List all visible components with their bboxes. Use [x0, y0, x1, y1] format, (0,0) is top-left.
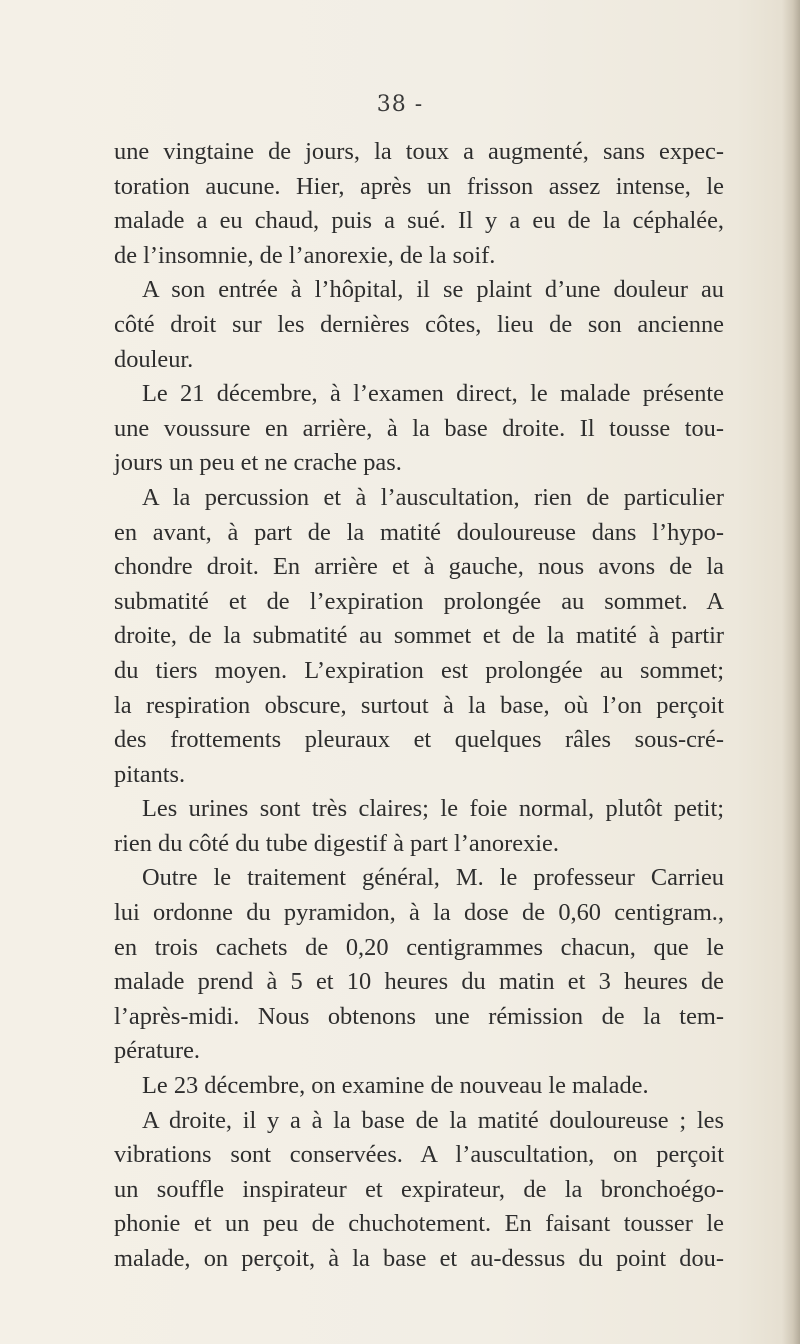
text-line: côté droit sur les dernières côtes, lieu de son ancienne — [114, 310, 724, 338]
text-line: en avant, à part de la matité douloureuse dans l’hypo- — [114, 518, 724, 546]
text-line: des frottements pleuraux et quelques râles sous-cré- — [114, 726, 724, 754]
text-line: A son entrée à l’hôpital, il se plaint d’une douleur au — [142, 276, 724, 304]
text-line: submatité et de l’expiration prolongée au sommet. A — [114, 587, 724, 615]
text-line: une voussure en arrière, à la base droite. Il tousse tou- — [114, 414, 724, 442]
text-line: un souffle inspirateur et expirateur, de la bronchoégo- — [114, 1175, 724, 1203]
text-line: en trois cachets de 0,20 centigrammes chacun, que le — [114, 933, 724, 961]
text-line: jours un peu et ne crache pas. — [114, 449, 402, 477]
text-line: A la percussion et à l’auscultation, rien de particulier — [142, 483, 724, 511]
text-line: droite, de la submatité au sommet et de la matité à partir — [114, 622, 724, 650]
text-line: du tiers moyen. L’expiration est prolongée au sommet; — [114, 656, 724, 684]
text-line: Le 21 décembre, à l’examen direct, le malade présente — [142, 380, 724, 408]
page-number: 38 - — [376, 92, 424, 117]
text-line: vibrations sont conservées. A l’auscultation, on perçoit — [114, 1141, 724, 1169]
text-line: toration aucune. Hier, après un frisson assez intense, le — [114, 172, 724, 200]
text-line: Le 23 décembre, on examine de nouveau le malade. — [142, 1072, 649, 1100]
text-line: chondre droit. En arrière et à gauche, nous avons de la — [114, 553, 724, 581]
body-text — [114, 135, 724, 1277]
page-edge-shadow — [782, 0, 800, 1344]
text-line: pitants. — [114, 760, 186, 788]
text-line: rien du côté du tube digestif à part l’anorexie. — [114, 829, 559, 857]
text-line: phonie et un peu de chuchotement. En faisant tousser le — [114, 1210, 724, 1238]
text-line: malade, on perçoit, à la base et au-dessus du point dou- — [114, 1245, 724, 1272]
text-line: l’après-midi. Nous obtenons une rémission de la tem- — [114, 1002, 724, 1030]
text-line: lui ordonne du pyramidon, à la dose de 0,60 centigram., — [114, 899, 724, 927]
text-line: la respiration obscure, surtout à la base, où l’on perçoit — [114, 691, 724, 719]
text-line: Les urines sont très claires; le foie normal, plutôt petit; — [142, 795, 724, 823]
text-line: une vingtaine de jours, la toux a augmenté, sans expec- — [114, 138, 724, 165]
text-line: douleur. — [114, 345, 194, 373]
text-line: A droite, il y a à la base de la matité douloureuse ; les — [142, 1106, 724, 1134]
text-line: malade a eu chaud, puis a sué. Il y a eu de la céphalée, — [114, 207, 724, 235]
text-line: malade prend à 5 et 10 heures du matin et 3 heures de — [114, 968, 724, 996]
text-line: pérature. — [114, 1037, 200, 1065]
text-line: de l’insomnie, de l’anorexie, de la soif. — [114, 241, 496, 269]
text-line: Outre le traitement général, M. le professeur Carrieu — [142, 864, 724, 892]
